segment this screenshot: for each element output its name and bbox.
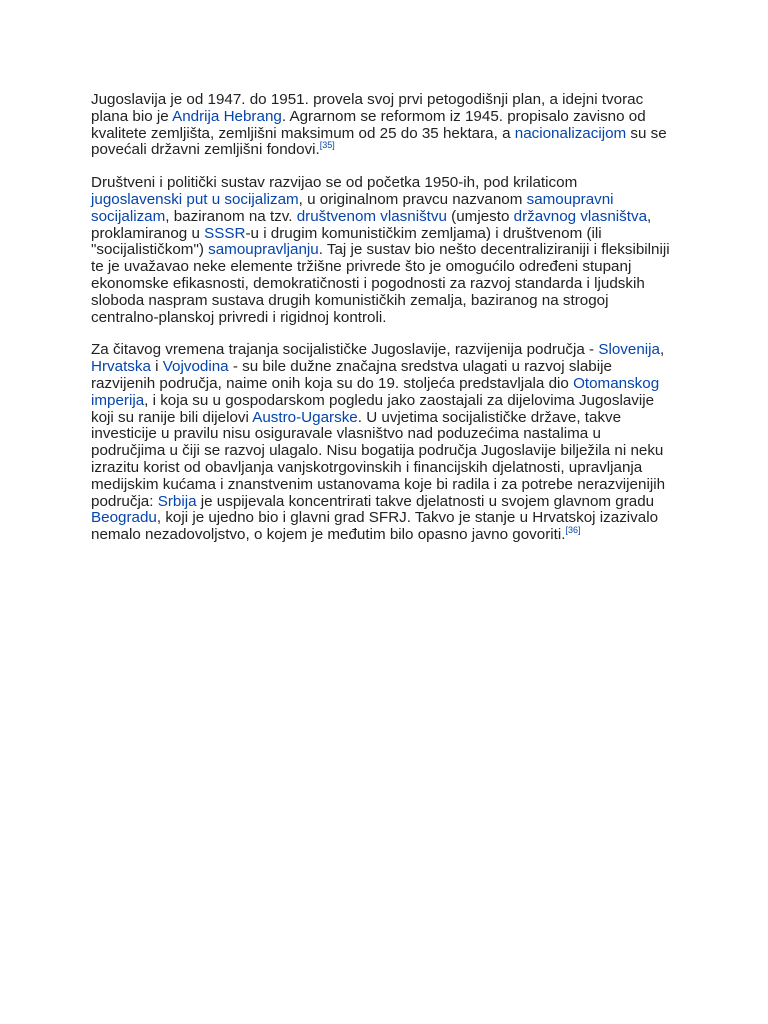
link-vojvodina[interactable]: Vojvodina [162, 358, 229, 376]
paragraph-regional-development [91, 342, 671, 544]
link-beograd[interactable]: Beogradu [91, 509, 157, 527]
text: Društveni i politički sustav razvijao se od početka 1950-ih, pod krilaticom [91, 174, 578, 192]
text: , baziranom na tzv. [165, 207, 297, 225]
article-body [91, 92, 671, 560]
link-sssr[interactable]: SSSR [204, 224, 246, 242]
paragraph-five-year-plan [91, 92, 671, 159]
link-slovenija[interactable]: Slovenija [598, 341, 660, 359]
paragraph-social-system [91, 175, 671, 326]
link-samoupravljanje[interactable]: samoupravljanju [208, 241, 319, 259]
text: i [150, 358, 163, 376]
text: , i koja su u gospodarskom pogledu jako zaostajali za dijelovima Jugoslavije koji su ranije bili dijelovi [91, 391, 655, 426]
link-hrvatska[interactable]: Hrvatska [91, 358, 151, 376]
text: (umjesto [446, 207, 514, 225]
link-andrija-hebrang[interactable]: Andrija Hebrang [172, 107, 282, 125]
link-nacionalizacija[interactable]: nacionalizacijom [514, 124, 627, 142]
text: je uspijevala koncentrirati takve djelatnosti u svojem glavnom gradu [196, 492, 655, 510]
text: Jugoslavija je od 1947. do 1951. provela svoj prvi petogodišnji plan, a idejni tvorac plana bio je [91, 91, 644, 125]
link-srbija[interactable]: Srbija [157, 492, 197, 510]
text: . Agrarnom se reformom iz 1945. propisalo zavisno od kvalitete zemljišta, zemljišni maksimum od 25 do 35 hektara, a [91, 107, 646, 142]
reference-35[interactable]: [35] [319, 140, 335, 151]
text: Za čitavog vremena trajanja socijalističke Jugoslavije, razvijenija područja - [91, 341, 599, 359]
text: , proklamiranog u [91, 207, 652, 242]
link-drzavno-vlasnistvo[interactable]: državnog vlasništva [513, 207, 648, 225]
text: . U uvjetima socijalističke države, takve investicije u pravilu nisu osiguravale vlasništvo nad poduzećima nastalima u područjima u čiji se razvoj ulagalo. Nisu bogatija područja Jugoslavije bilježila ni neku izrazitu korist od obavljanja vanjskotrgovinskih i financijskih djelatnosti, upravljanja medijskim kućama i znanstvenim ustanovama koje bi radila i za potrebe nerazvijenijih područja: [91, 408, 666, 510]
text: su se povećali državni zemljišni fondovi. [91, 124, 667, 159]
text: , u originalnom pravcu nazvanom [298, 190, 527, 208]
link-otomanski-imperij[interactable]: Otomanskog imperija [91, 374, 660, 409]
text: , koji je ujedno bio i glavni grad SFRJ. Takvo je stanje u Hrvatskoj izazivalo nemalo nezadovoljstvo, o kojem je međutim bilo opasno javno govoriti. [91, 509, 659, 544]
text: - su bile dužne značajna sredstva ulagati u razvoj slabije razvijenih područja, naime onih koja su do 19. stoljeća predstavljala dio [91, 358, 612, 392]
link-drustveno-vlasnistvo[interactable]: društvenom vlasništvu [296, 207, 447, 225]
text: -u i drugim komunističkim zemljama) i društvenom (ili "socijalističkom") [91, 224, 602, 259]
link-austro-ugarska[interactable]: Austro-Ugarske [252, 408, 358, 426]
text: . Taj je sustav bio nešto decentraliziraniji i fleksibilniji te je uvažavao neke elemente tržišne privrede što je omogućilo određeni stupanj ekonomske efikasnosti, demokratičnosti i pogodnosti za razvoj standarda i ljudskih sloboda naspram sustava drugih komunističkih zemalja, baziranog na strogoj centralno-planskoj privredi i rigidnoj kontroli. [91, 241, 670, 326]
reference-36[interactable]: [36] [565, 525, 581, 536]
text: , [659, 341, 665, 359]
link-jugoslavenski-put[interactable]: jugoslavenski put u socijalizam [91, 190, 299, 208]
link-samoupravni-socijalizam[interactable]: samoupravni socijalizam [91, 190, 614, 225]
